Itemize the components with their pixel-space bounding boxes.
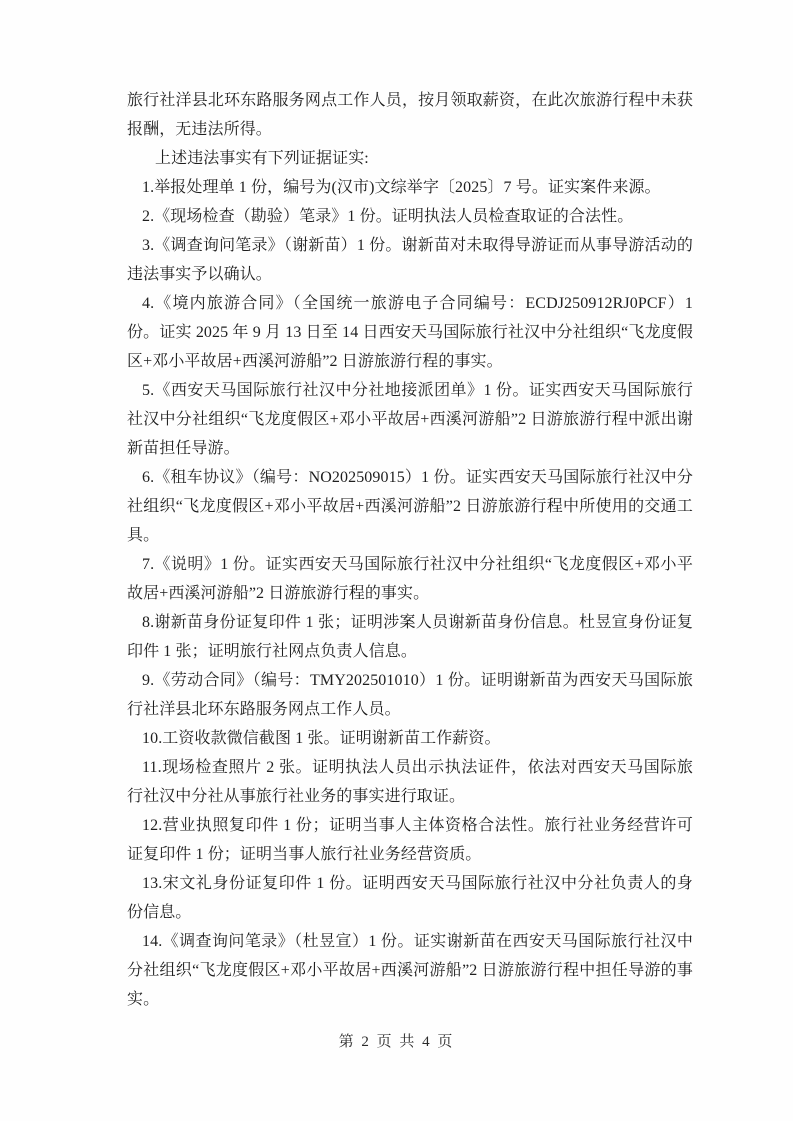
evidence-item-14: 14.《调查询问笔录》（杜昱宣）1 份。证实谢新苗在西安天马国际旅行社汉中分社组织“飞龙度假区+邓小平故居+西溪河游船”2 日游旅游行程中担任导游的事实。 xyxy=(127,933,693,1008)
evidence-item-8: 8.谢新苗身份证复印件 1 张；证明涉案人员谢新苗身份信息。杜昱宣身份证复印件 1 张；证明旅行社网点负责人信息。 xyxy=(127,614,693,660)
evidence-item-4: 4.《境内旅游合同》（全国统一旅游电子合同编号：ECDJ250912RJ0PCF）1 份。证实 2025 年 9 月 13 日至 14 日西安天马国际旅行社汉中分社组织“飞龙度假区+邓小平故居+西溪河游船”2 日游旅游行程的事实。 xyxy=(127,295,693,370)
evidence-item-2: 2.《现场检查（勘验）笔录》1 份。证明执法人员检查取证的合法性。 xyxy=(142,208,634,225)
body-paragraph-continuation: 旅行社洋县北环东路服务网点工作人员，按月领取薪资，在此次旅游行程中未获报酬，无违法所得。 xyxy=(127,92,693,138)
evidence-item-1: 1.举报处理单 1 份，编号为(汉市)文综举字〔2025〕7 号。证实案件来源。 xyxy=(142,179,661,196)
page-number: 第 2 页 共 4 页 xyxy=(338,1034,455,1050)
evidence-intro: 上述违法事实有下列证据证实: xyxy=(155,150,369,167)
evidence-item-13: 13.宋文礼身份证复印件 1 份。证明西安天马国际旅行社汉中分社负责人的身份信息。 xyxy=(127,875,693,921)
evidence-item-5: 5.《西安天马国际旅行社汉中分社地接派团单》1 份。证实西安天马国际旅行社汉中分社组织“飞龙度假区+邓小平故居+西溪河游船”2 日游旅游行程中派出谢新苗担任导游。 xyxy=(127,382,693,457)
evidence-item-10: 10.工资收款微信截图 1 张。证明谢新苗工作薪资。 xyxy=(142,730,501,747)
evidence-item-9: 9.《劳动合同》（编号：TMY202501010）1 份。证明谢新苗为西安天马国际旅行社洋县北环东路服务网点工作人员。 xyxy=(127,672,693,718)
evidence-item-6: 6.《租车协议》（编号：NO202509015）1 份。证实西安天马国际旅行社汉中分社组织“飞龙度假区+邓小平故居+西溪河游船”2 日游旅游行程中所使用的交通工具。 xyxy=(127,469,693,544)
evidence-item-12: 12.营业执照复印件 1 份；证明当事人主体资格合法性。旅行社业务经营许可证复印件 1 份；证明当事人旅行社业务经营资质。 xyxy=(127,817,693,863)
evidence-item-11: 11.现场检查照片 2 张。证明执法人员出示执法证件，依法对西安天马国际旅行社汉中分社从事旅行社业务的事实进行取证。 xyxy=(127,759,693,805)
document-body xyxy=(127,86,693,1014)
evidence-item-7: 7.《说明》1 份。证实西安天马国际旅行社汉中分社组织“飞龙度假区+邓小平故居+西溪河游船”2 日游旅游行程的事实。 xyxy=(127,556,693,602)
evidence-item-3: 3.《调查询问笔录》（谢新苗）1 份。谢新苗对未取得导游证而从事导游活动的违法事实予以确认。 xyxy=(127,237,693,283)
